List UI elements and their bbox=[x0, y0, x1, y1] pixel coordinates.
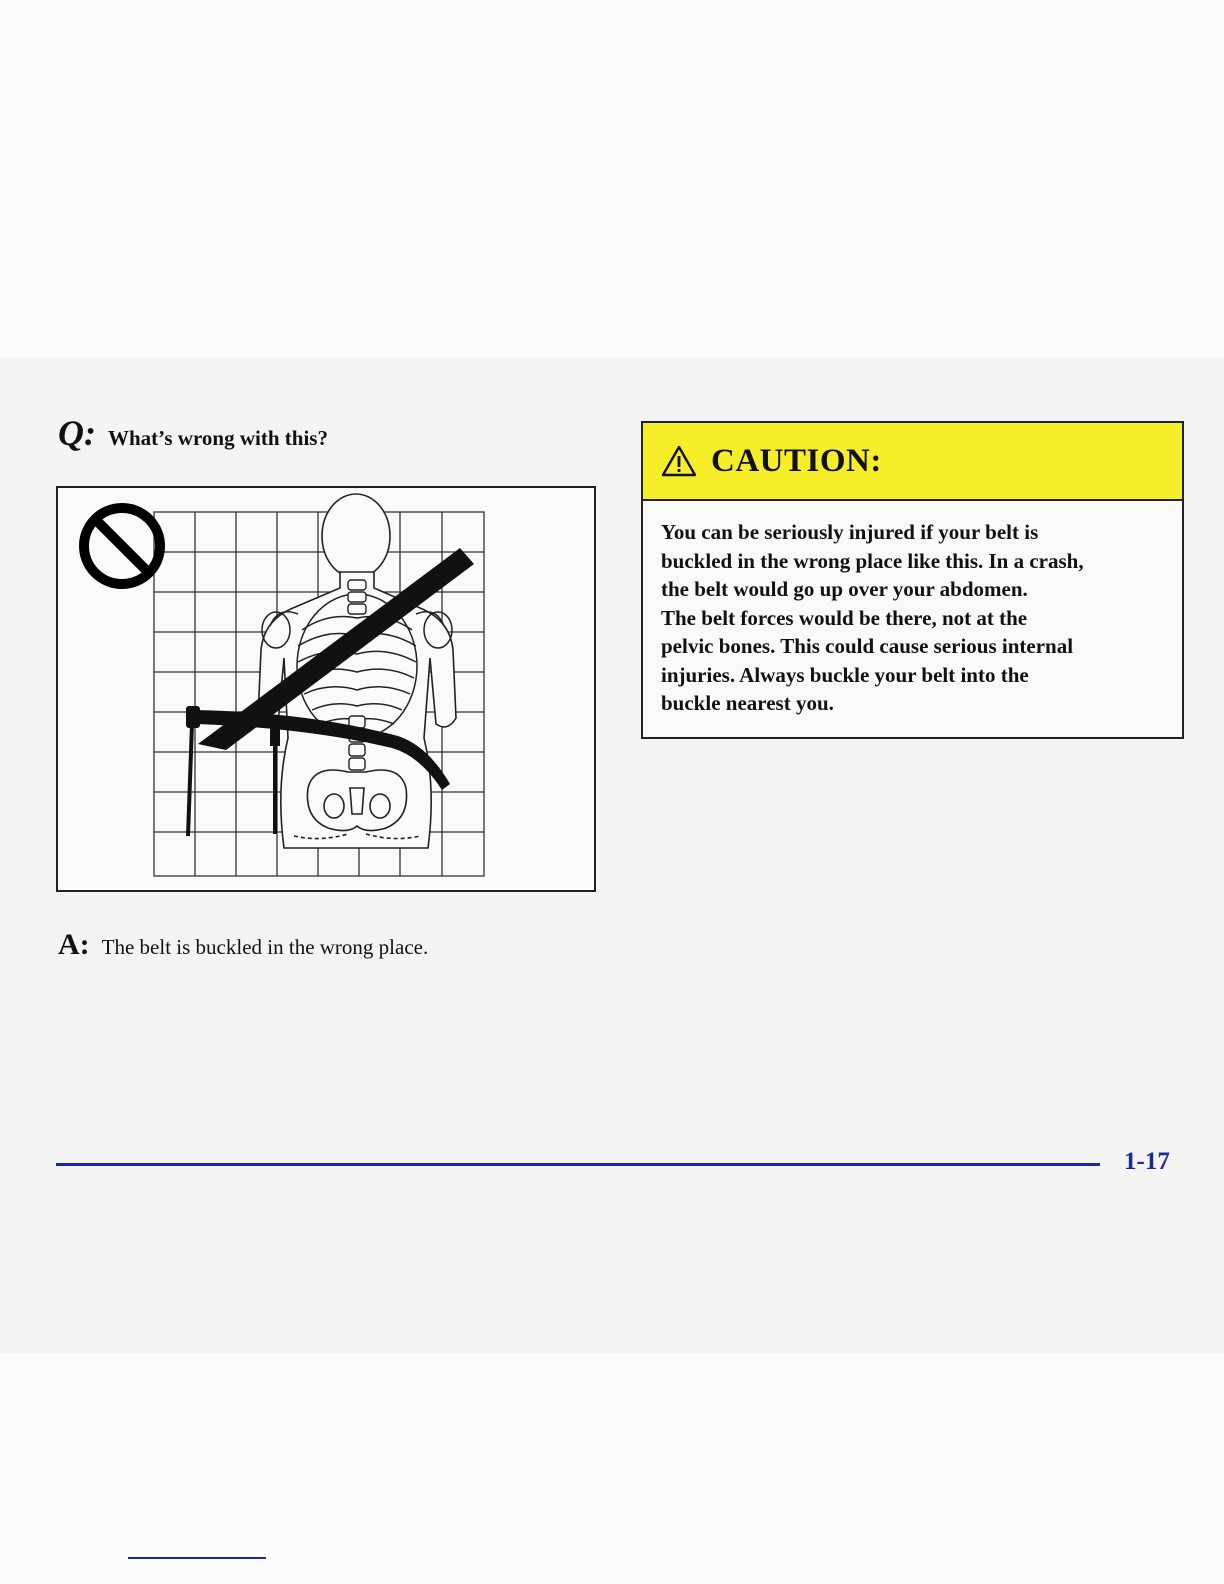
warning-triangle-icon bbox=[661, 445, 697, 477]
caution-line: the belt would go up over your abdomen. bbox=[661, 577, 1028, 601]
caution-line: buckle nearest you. bbox=[661, 691, 834, 715]
seatbelt-illustration bbox=[56, 486, 596, 892]
caution-title: CAUTION: bbox=[711, 442, 882, 479]
answer bbox=[58, 928, 428, 962]
question-text: What’s wrong with this? bbox=[108, 426, 328, 450]
caution-line: buckled in the wrong place like this. In a crash, bbox=[661, 548, 1084, 573]
caution-box bbox=[641, 421, 1184, 739]
question-letter: Q: bbox=[58, 413, 96, 453]
caution-text bbox=[643, 501, 1182, 718]
skeleton-illustration bbox=[58, 488, 594, 890]
caution-line: You can be seriously injured if your belt is bbox=[661, 520, 1039, 544]
answer-letter: A: bbox=[58, 928, 90, 961]
caution-line: injuries. Always buckle your belt into the bbox=[661, 662, 1029, 687]
prohibited-icon bbox=[84, 508, 160, 584]
caution-line: pelvic bones. This could cause serious internal bbox=[661, 634, 1074, 658]
caution-header bbox=[643, 423, 1182, 501]
page-number: 1-17 bbox=[1124, 1148, 1170, 1175]
caution-line: The belt forces would be there, not at the bbox=[661, 605, 1028, 630]
question bbox=[58, 412, 328, 454]
footer-link-underline[interactable] bbox=[128, 1557, 266, 1559]
body-silhouette bbox=[258, 494, 456, 848]
answer-text: The belt is buckled in the wrong place. bbox=[101, 935, 429, 959]
footer-rule bbox=[56, 1163, 1100, 1166]
